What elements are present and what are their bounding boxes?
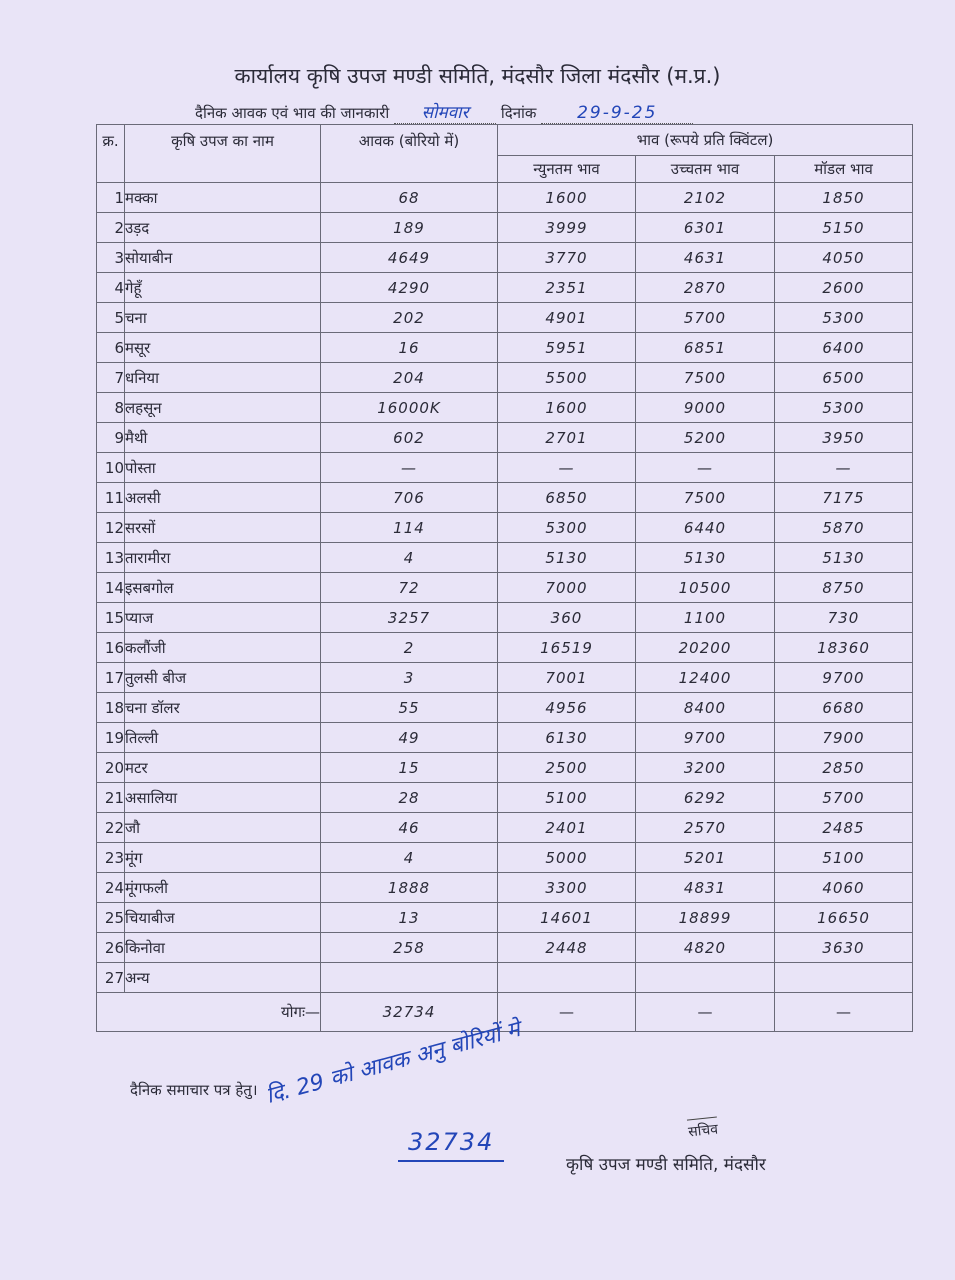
row-max-price: 6301 [636,213,775,243]
row-modal-price: 730 [775,603,913,633]
row-crop: धनिया [125,363,321,393]
table-row [97,453,913,483]
row-max-price: 5201 [636,843,775,873]
row-max-price: 9000 [636,393,775,423]
row-max-price [636,963,775,993]
row-modal-price: 6680 [775,693,913,723]
row-sn: 27 [97,963,125,993]
total-modal: — [775,993,913,1032]
table-row [97,873,913,903]
row-crop: मक्का [125,183,321,213]
total-max: — [636,993,775,1032]
row-min-price: 7000 [498,573,636,603]
row-max-price: 12400 [636,663,775,693]
row-sn: 18 [97,693,125,723]
table-row [97,633,913,663]
row-arrival: 4 [321,843,498,873]
subtitle-prefix: दैनिक आवक एवं भाव की जानकारी [195,104,390,122]
row-sn: 13 [97,543,125,573]
row-arrival: 46 [321,813,498,843]
row-min-price: 2500 [498,753,636,783]
row-crop: तारामीरा [125,543,321,573]
row-arrival: 55 [321,693,498,723]
row-arrival: 28 [321,783,498,813]
table-row [97,813,913,843]
row-max-price: 6292 [636,783,775,813]
row-modal-price: 5100 [775,843,913,873]
row-crop: इसबगोल [125,573,321,603]
row-min-price: 3770 [498,243,636,273]
row-crop: तिल्ली [125,723,321,753]
row-crop: मसूर [125,333,321,363]
row-min-price: 16519 [498,633,636,663]
row-sn: 6 [97,333,125,363]
row-max-price: 18899 [636,903,775,933]
row-modal-price: 5150 [775,213,913,243]
table-row [97,333,913,363]
row-min-price: 4901 [498,303,636,333]
row-max-price: 7500 [636,363,775,393]
row-arrival: 15 [321,753,498,783]
row-min-price: 2401 [498,813,636,843]
row-arrival: 4649 [321,243,498,273]
row-modal-price: 1850 [775,183,913,213]
row-sn: 12 [97,513,125,543]
row-max-price: 2570 [636,813,775,843]
row-crop: मूंगफली [125,873,321,903]
table-body [97,183,913,993]
row-max-price: 5130 [636,543,775,573]
organization-name: कृषि उपज मण्डी समिति, मंदसौर [566,1155,766,1175]
row-sn: 15 [97,603,125,633]
row-sn: 5 [97,303,125,333]
header-sn: क्र. [97,125,125,183]
row-min-price: 5000 [498,843,636,873]
row-max-price: 6440 [636,513,775,543]
page-title: कार्यालय कृषि उपज मण्डी समिति, मंदसौर जिला मंदसौर (म.प्र.) [234,64,721,88]
row-arrival: 189 [321,213,498,243]
header-max: उच्चतम भाव [636,156,775,183]
row-crop: सोयाबीन [125,243,321,273]
row-max-price: 4631 [636,243,775,273]
header-modal: मॉडल भाव [775,156,913,183]
row-crop: जौ [125,813,321,843]
row-sn: 3 [97,243,125,273]
row-modal-price: 3630 [775,933,913,963]
row-max-price: 2870 [636,273,775,303]
row-sn: 21 [97,783,125,813]
row-sn: 20 [97,753,125,783]
row-max-price: 20200 [636,633,775,663]
table-row [97,963,913,993]
row-sn: 10 [97,453,125,483]
row-modal-price: — [775,453,913,483]
row-modal-price: 7175 [775,483,913,513]
row-max-price: 9700 [636,723,775,753]
table-row [97,933,913,963]
row-max-price: 4831 [636,873,775,903]
header-min: न्युनतम भाव [498,156,636,183]
row-arrival: 602 [321,423,498,453]
row-min-price: 5130 [498,543,636,573]
row-crop: चना डॉलर [125,693,321,723]
table-row [97,543,913,573]
header-crop: कृषि उपज का नाम [125,125,321,183]
row-modal-price: 8750 [775,573,913,603]
header-arrival: आवक (बोरियो में) [321,125,498,183]
row-crop: मैथी [125,423,321,453]
row-max-price: 2102 [636,183,775,213]
row-crop: कलौंजी [125,633,321,663]
total-arrival: 32734 [321,993,498,1032]
table-row [97,303,913,333]
row-arrival: — [321,453,498,483]
row-crop: मूंग [125,843,321,873]
row-sn: 17 [97,663,125,693]
row-max-price: 5700 [636,303,775,333]
secretary-signature: सचिव [687,1117,719,1142]
row-min-price: 6850 [498,483,636,513]
row-crop: सरसों [125,513,321,543]
row-crop: किनोवा [125,933,321,963]
report-subtitle [195,100,693,124]
row-min-price: 3300 [498,873,636,903]
row-min-price: 5100 [498,783,636,813]
row-arrival: 49 [321,723,498,753]
row-modal-price: 4050 [775,243,913,273]
date-value: 29-9-25 [541,103,693,124]
row-crop: मटर [125,753,321,783]
row-min-price: 2701 [498,423,636,453]
total-label: योगः— [97,993,321,1032]
row-crop: प्याज [125,603,321,633]
table-row [97,753,913,783]
row-min-price: 1600 [498,183,636,213]
footer-note: दैनिक समाचार पत्र हेतु। [130,1081,258,1099]
total-min: — [498,993,636,1032]
row-arrival [321,963,498,993]
row-min-price: 5951 [498,333,636,363]
row-modal-price: 5300 [775,303,913,333]
row-min-price: 360 [498,603,636,633]
row-crop: लहसून [125,393,321,423]
row-min-price: 5300 [498,513,636,543]
row-arrival: 3 [321,663,498,693]
row-max-price: 5200 [636,423,775,453]
row-arrival: 706 [321,483,498,513]
row-arrival: 16000K [321,393,498,423]
table-row [97,213,913,243]
row-min-price [498,963,636,993]
table-row [97,573,913,603]
row-arrival: 4 [321,543,498,573]
row-min-price: 1600 [498,393,636,423]
row-crop: असालिया [125,783,321,813]
row-min-price: 14601 [498,903,636,933]
row-arrival: 16 [321,333,498,363]
row-crop: तुलसी बीज [125,663,321,693]
row-modal-price [775,963,913,993]
row-modal-price: 5300 [775,393,913,423]
table-row [97,483,913,513]
row-sn: 4 [97,273,125,303]
row-modal-price: 2850 [775,753,913,783]
row-max-price: 8400 [636,693,775,723]
row-arrival: 4290 [321,273,498,303]
table-row [97,423,913,453]
row-sn: 19 [97,723,125,753]
date-label: दिनांक [500,104,537,122]
row-min-price: 7001 [498,663,636,693]
row-arrival: 2 [321,633,498,663]
price-table [96,124,913,1032]
row-modal-price: 5700 [775,783,913,813]
row-sn: 14 [97,573,125,603]
row-crop: अन्य [125,963,321,993]
row-min-price: 4956 [498,693,636,723]
row-sn: 24 [97,873,125,903]
row-modal-price: 5870 [775,513,913,543]
table-row [97,783,913,813]
row-max-price: 7500 [636,483,775,513]
row-min-price: 5500 [498,363,636,393]
row-modal-price: 2485 [775,813,913,843]
row-sn: 9 [97,423,125,453]
row-modal-price: 4060 [775,873,913,903]
table-row [97,363,913,393]
row-max-price: 4820 [636,933,775,963]
handwritten-total: 32734 [398,1128,504,1162]
day-value: सोमवार [394,100,496,124]
row-max-price: 3200 [636,753,775,783]
row-max-price: — [636,453,775,483]
row-modal-price: 6400 [775,333,913,363]
row-arrival: 258 [321,933,498,963]
row-sn: 11 [97,483,125,513]
row-sn: 7 [97,363,125,393]
row-modal-price: 7900 [775,723,913,753]
row-max-price: 10500 [636,573,775,603]
row-arrival: 114 [321,513,498,543]
table-row [97,693,913,723]
table-row [97,663,913,693]
row-sn: 26 [97,933,125,963]
row-arrival: 1888 [321,873,498,903]
table-row [97,243,913,273]
row-arrival: 72 [321,573,498,603]
row-sn: 25 [97,903,125,933]
table-row [97,603,913,633]
row-crop: उड़द [125,213,321,243]
row-sn: 16 [97,633,125,663]
row-min-price: 6130 [498,723,636,753]
row-modal-price: 9700 [775,663,913,693]
row-arrival: 202 [321,303,498,333]
table-row [97,903,913,933]
row-min-price: 2351 [498,273,636,303]
row-arrival: 68 [321,183,498,213]
row-modal-price: 18360 [775,633,913,663]
row-sn: 1 [97,183,125,213]
handwritten-note: दि. 29 को आवक अनु बोरियों मे [263,1017,523,1110]
table-row [97,273,913,303]
table-row [97,723,913,753]
row-sn: 2 [97,213,125,243]
row-min-price: 2448 [498,933,636,963]
row-crop: चना [125,303,321,333]
row-max-price: 6851 [636,333,775,363]
row-max-price: 1100 [636,603,775,633]
row-modal-price: 5130 [775,543,913,573]
row-min-price: — [498,453,636,483]
row-modal-price: 3950 [775,423,913,453]
table-row [97,513,913,543]
row-sn: 8 [97,393,125,423]
row-sn: 23 [97,843,125,873]
row-crop: अलसी [125,483,321,513]
row-arrival: 204 [321,363,498,393]
row-arrival: 13 [321,903,498,933]
row-modal-price: 16650 [775,903,913,933]
row-crop: पोस्ता [125,453,321,483]
table-row [97,183,913,213]
row-sn: 22 [97,813,125,843]
row-min-price: 3999 [498,213,636,243]
row-crop: गेहूँ [125,273,321,303]
row-modal-price: 6500 [775,363,913,393]
row-arrival: 3257 [321,603,498,633]
row-crop: चियाबीज [125,903,321,933]
row-modal-price: 2600 [775,273,913,303]
table-row [97,393,913,423]
table-row [97,843,913,873]
header-price-group: भाव (रूपये प्रति क्विंटल) [498,125,913,156]
